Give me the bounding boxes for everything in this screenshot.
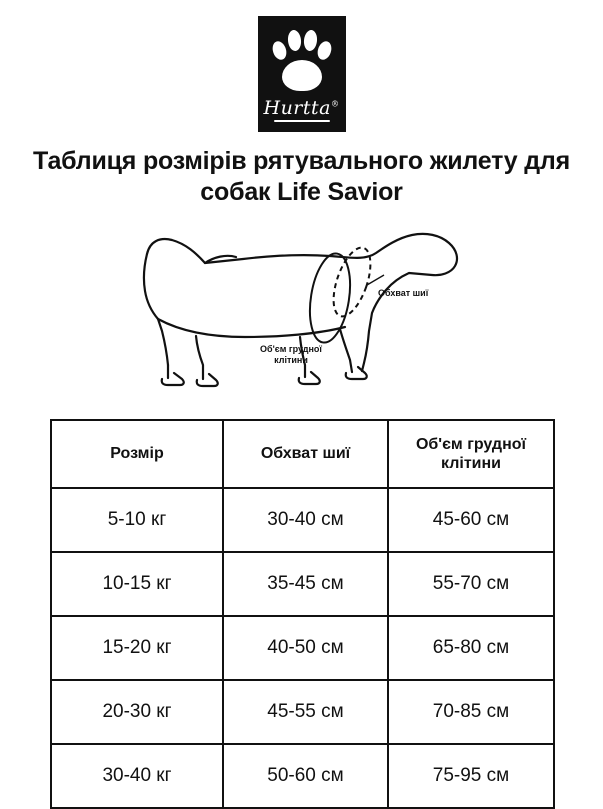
cell-size: 10-15 кг <box>51 552 223 616</box>
trademark-symbol: ® <box>331 99 340 109</box>
table-row <box>51 744 554 808</box>
cell-chest: 45-60 см <box>388 488 554 552</box>
cell-neck: 50-60 см <box>223 744 388 808</box>
brand-wordmark <box>264 97 340 122</box>
size-table-body <box>51 488 554 808</box>
cell-size: 20-30 кг <box>51 680 223 744</box>
col-header-size: Розмір <box>51 420 223 488</box>
size-table-wrap <box>50 419 553 809</box>
cell-neck: 45-55 см <box>223 680 388 744</box>
table-row <box>51 680 554 744</box>
size-table-head <box>51 420 554 488</box>
page-title: Таблиця розмірів рятувального жилету для собак Life Savior <box>33 147 570 206</box>
table-header-row <box>51 420 554 488</box>
label-chest-circumference <box>243 344 339 366</box>
col-header-neck: Обхват шиї <box>223 420 388 488</box>
wordmark-underline <box>274 120 330 122</box>
table-row <box>51 552 554 616</box>
label-chest-line1: Об'єм грудної <box>260 344 322 354</box>
cell-neck: 30-40 см <box>223 488 388 552</box>
label-neck-circumference: Обхват шиї <box>378 288 429 298</box>
col-header-chest-line2: клітини <box>441 455 501 472</box>
label-chest-line2: клітини <box>274 354 308 365</box>
col-header-chest <box>388 420 554 488</box>
cell-chest: 70-85 см <box>388 680 554 744</box>
cell-chest: 55-70 см <box>388 552 554 616</box>
cell-size: 15-20 кг <box>51 616 223 680</box>
cell-chest: 65-80 см <box>388 616 554 680</box>
brand-logo <box>258 16 346 132</box>
col-header-chest-line1: Об'єм грудної <box>415 435 527 453</box>
brand-logo-wrap <box>0 0 603 132</box>
paw-icon <box>271 27 333 93</box>
cell-neck: 35-45 см <box>223 552 388 616</box>
cell-size: 30-40 кг <box>51 744 223 808</box>
dog-measurement-diagram <box>0 213 603 408</box>
table-row <box>51 616 554 680</box>
size-table <box>50 419 555 809</box>
cell-neck: 40-50 см <box>223 616 388 680</box>
cell-chest: 75-95 см <box>388 744 554 808</box>
table-row <box>51 488 554 552</box>
brand-wordmark-text: Hurtta <box>263 97 331 119</box>
cell-size: 5-10 кг <box>51 488 223 552</box>
